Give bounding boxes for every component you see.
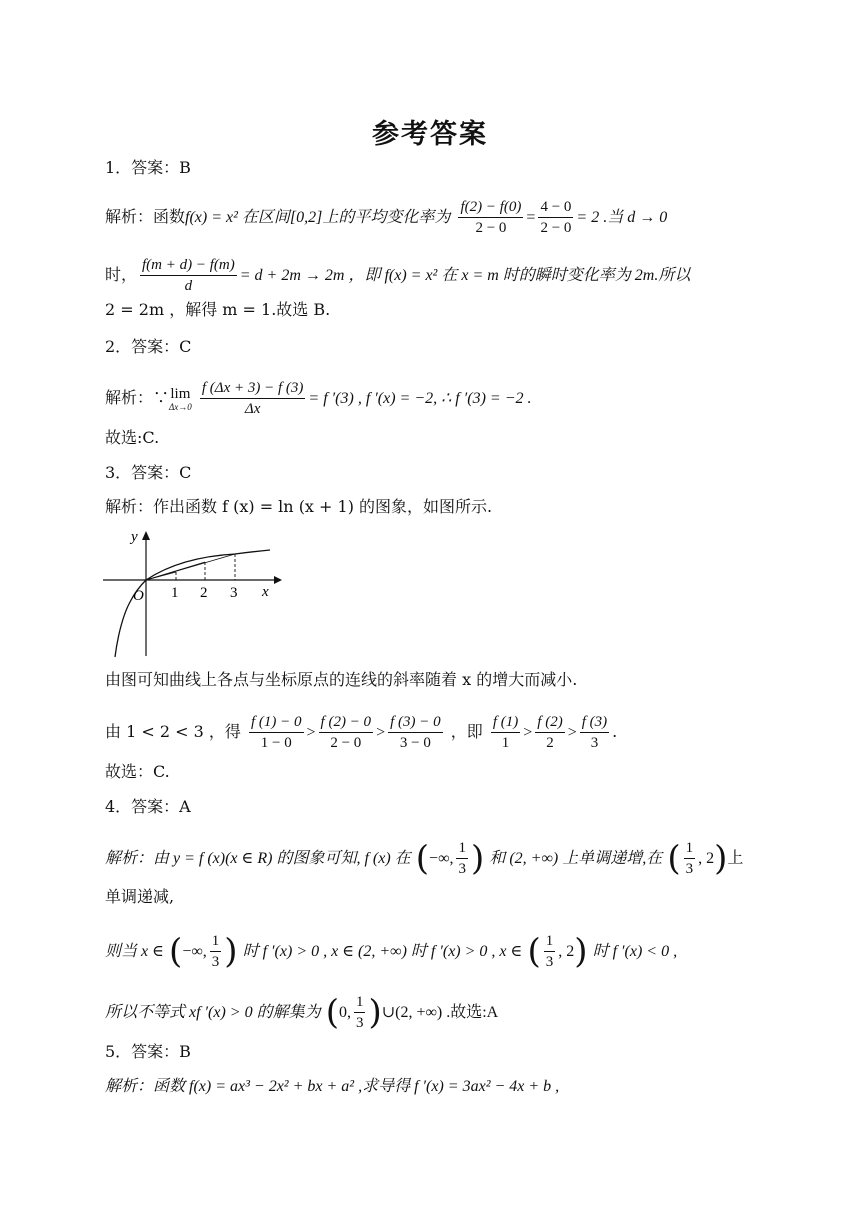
- fraction: $\frac{f (2) - 0}{2 - 0}$: [320, 714, 372, 751]
- q4-line-2: 单调递减,: [105, 887, 175, 906]
- fraction: $\frac{1}{3}$: [355, 994, 364, 1031]
- q5-line-1: 解析：函数 f(x) = ax³ − 2x² + bx + a² ,求导得 f ′(x) = 3ax² − 4x + b ,: [105, 1078, 560, 1095]
- fraction: $\frac{f (1) - 0}{1 - 0}$: [250, 714, 302, 751]
- limit-symbol: lim Δx→0: [169, 385, 192, 412]
- fraction: $\frac{f (3) - 0}{3 - 0}$: [390, 714, 441, 751]
- y-axis-label: y: [131, 529, 138, 545]
- fraction: $\frac{1}{3}$: [458, 840, 466, 877]
- page-title: 参考答案: [372, 119, 488, 150]
- tick-label: 2: [200, 585, 208, 601]
- fraction: $\frac{1}{3}$: [211, 933, 220, 970]
- fraction: $\frac{4 - 0}{2 - 0}$: [540, 199, 572, 236]
- tick-label: 3: [230, 585, 238, 601]
- q4-line-3: 则当 x ∈ (−∞, $\frac{1}{3}$ ) 时 f ′(x) > 0 , x ∈ (2, +∞) 时 f ′(x) > 0 , x ∈ ( $\frac{1}{3}$ , 2) 时 f ′(x) < 0 ,: [105, 931, 678, 972]
- q4-line-4: 所以不等式 xf ′(x) > 0 的解集为 (0, $\frac{1}{3}$ )∪(2, +∞) .故选:A: [105, 992, 499, 1033]
- x-axis-label: x: [262, 584, 269, 600]
- q2-line-1: 解析：∵ lim Δx→0 $\frac{f (\Delta x + 3) - f (3)}{\Delta x}$ = f ′(3) , f ′(x) = −2, ∴ f ′(3) = −2 .: [105, 380, 532, 417]
- q3-line-4: 故选：C.: [105, 762, 170, 781]
- fraction: $\frac{1}{3}$: [685, 840, 694, 877]
- q3-line-3: 由 1 < 2 < 3 ，得 $\frac{f (1) - 0}{1 - 0}$ > $\frac{f (2) - 0}{2 - 0}$ > $\frac{f (3) - 0}{3 - 0}$ ，即 $\frac{f (1)}{1}$ > $\frac{f (2)}{2}$ > $\frac{f (3)}{3}$ .: [105, 714, 618, 751]
- ln-graph-figure: [100, 528, 285, 660]
- q4-line-1: 解析：由 y = f (x)(x ∈ R) 的图象可知, f (x) 在 (−∞, $\frac{1}{3}$ ) 和 (2, +∞) 上单调递增,在 ( $\frac{1}{3}$ , 2)上: [105, 838, 744, 879]
- answer-4: 4．答案：A: [105, 797, 191, 816]
- answer-1: 1．答案：B: [105, 158, 191, 177]
- origin-label: O: [133, 588, 144, 604]
- q3-line-1: 解析：作出函数 f (x) = ln (x + 1) 的图象，如图所示.: [105, 497, 493, 516]
- q1-line-3: 2 = 2m ，解得 m = 1.故选 B.: [105, 300, 331, 319]
- q3-line-2: 由图可知曲线上各点与坐标原点的连线的斜率随着 x 的增大而减小.: [105, 670, 578, 689]
- answer-2: 2．答案：C: [105, 337, 192, 356]
- tick-label: 1: [171, 585, 179, 601]
- fraction: $\frac{f (3)}{3}$: [581, 714, 608, 751]
- fraction: $\frac{f (1)}{1}$: [492, 714, 519, 751]
- fraction: $\frac{1}{3}$: [545, 933, 554, 970]
- fraction: $\frac{f (\Delta x + 3) - f (3)}{\Delta x}$: [201, 380, 304, 417]
- q1-line-2: 时， $\frac{f(m + d) - f(m)}{d}$ = d + 2m → 2m ，即 f(x) = x² 在 x = m 时的瞬时变化率为 2m.所以: [105, 257, 691, 294]
- fraction: $\frac{f(m + d) - f(m)}{d}$: [142, 257, 235, 294]
- q2-line-2: 故选:C.: [105, 428, 160, 447]
- fraction: $\frac{f(2) - f(0)}{2 - 0}$: [460, 199, 522, 236]
- fraction: $\frac{f (2)}{2}$: [537, 714, 563, 751]
- answer-3: 3．答案：C: [105, 463, 192, 482]
- q1-line-1: 解析：函数f(x) = x² 在区间[0,2]上的平均变化率为 $\frac{f(2) - f(0)}{2 - 0}$ = $\frac{4 - 0}{2 - 0}$ = 2 .当 d → 0: [105, 199, 668, 236]
- answer-5: 5．答案：B: [105, 1042, 191, 1061]
